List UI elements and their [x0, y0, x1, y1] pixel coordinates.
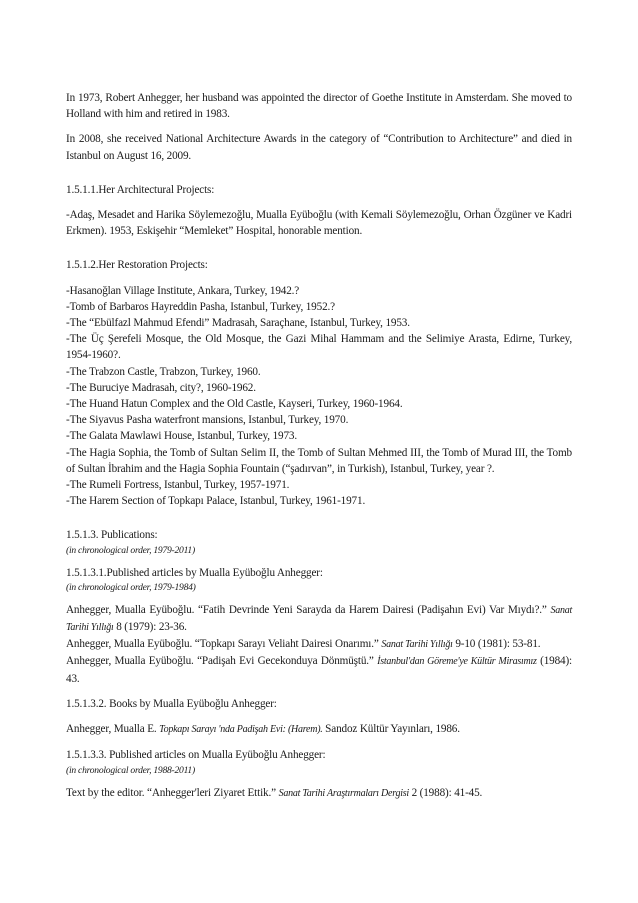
list-item: -The Rumeli Fortress, Istanbul, Turkey, 1957-1971.	[66, 479, 290, 492]
journal-title: Sanat Tarihi Yıllığı	[66, 604, 572, 634]
entry-citation: 2 (1988): 41-45.	[408, 786, 483, 799]
publications-heading: 1.5.1.3. Publications:	[66, 529, 158, 542]
book-entry	[66, 721, 572, 738]
books-by-heading: 1.5.1.3.2. Books by Mualla Eyüboğlu Anhegger:	[66, 697, 277, 710]
list-item: -The Hagia Sophia, the Tomb of Sultan Selim II, the Tomb of Sultan Mehmed III, the Tomb of Murad III, the Tomb of Sultan İbrahim and the Hagia Sophia Fountain (“şadırvan”, in Turkish), Istanbul, Turkey, year ?.	[66, 446, 572, 475]
list-item: -The Trabzon Castle, Trabzon, Turkey, 1960.	[66, 365, 261, 378]
entry-citation: 8 (1979): 23-36.	[113, 621, 187, 634]
list-item: -The “Ebülfazl Mahmud Efendi” Madrasah, Saraçhane, Istanbul, Turkey, 1953.	[66, 317, 410, 330]
article-entry	[66, 653, 572, 686]
book-title: Topkapı Sarayı 'nda Padişah Evi: (Harem).	[159, 724, 323, 736]
articles-by-heading: 1.5.1.3.1.Published articles by Mualla Eyüboğlu Anhegger:	[66, 566, 323, 579]
articles-on-heading: 1.5.1.3.3. Published articles on Mualla Eyüboğlu Anhegger:	[66, 749, 326, 762]
article-entry	[66, 785, 572, 802]
restoration-projects-heading: 1.5.1.2.Her Restoration Projects:	[66, 259, 208, 272]
journal-title: İstanbul'dan Göreme'ye Kültür Mirasımız	[377, 656, 537, 668]
list-item: -Tomb of Barbaros Hayreddin Pasha, Istanbul, Turkey, 1952.?	[66, 300, 335, 313]
list-item: -Hasanoğlan Village Institute, Ankara, Turkey, 1942.?	[66, 284, 300, 297]
entry-text: Anhegger, Mualla Eyüboğlu. “Topkapı Sarayı Veliaht Dairesi Onarımı.”	[66, 638, 382, 651]
articles-on-note: (in chronological order, 1988-2011)	[66, 764, 195, 776]
list-item: -The Huand Hatun Complex and the Old Castle, Kayseri, Turkey, 1960-1964.	[66, 398, 403, 411]
list-item: -The Üç Şerefeli Mosque, the Old Mosque, the Gazi Mihal Hammam and the Selimiye Arasta, Edirne, Turkey, 1954-1960?.	[66, 333, 572, 362]
entry-text: Anhegger, Mualla Eyüboğlu. “Fatih Devrinde Yeni Sarayda da Harem Dairesi (Padişahın Evi) Var Mıydı?.”	[66, 603, 551, 616]
articles-by-note: (in chronological order, 1979-1984)	[66, 581, 196, 593]
entry-text: Anhegger, Mualla E.	[66, 723, 160, 736]
architectural-projects-heading: 1.5.1.1.Her Architectural Projects:	[66, 183, 215, 196]
entry-text: Text by the editor. “Anhegger'leri Ziyaret Ettik.”	[66, 786, 279, 799]
list-item: -The Siyavus Pasha waterfront mansions, Istanbul, Turkey, 1970.	[66, 414, 349, 427]
document-page	[66, 90, 572, 802]
article-entry	[66, 602, 572, 636]
journal-title: Sanat Tarihi Yıllığı	[381, 639, 453, 651]
article-entry	[66, 636, 572, 653]
journal-title: Sanat Tarihi Araştırmaları Dergisi	[278, 787, 409, 799]
restoration-projects-list	[66, 283, 572, 510]
list-item: -The Buruciye Madrasah, city?, 1960-1962.	[66, 381, 256, 394]
entry-citation: 9-10 (1981): 53-81.	[452, 638, 541, 651]
intro-paragraph-2: In 2008, she received National Architecture Awards in the category of “Contribution to Architecture” and died in Istanbul on August 16, 2009.	[66, 133, 572, 162]
intro-paragraph-1: In 1973, Robert Anhegger, her husband was appointed the director of Goethe Institute in Amsterdam. She moved to Holland with him and retired in 1983.	[66, 92, 572, 121]
architectural-projects-text: -Adaş, Mesadet and Harika Söylemezoğlu, Mualla Eyüboğlu (with Kemali Söylemezoğlu, Orhan Özgüner ve Kadri Erkmen). 1953, Eskişehir “Memleket” Hospital, honorable mention.	[66, 209, 572, 238]
entry-citation: Sandoz Kültür Yayınları, 1986.	[322, 723, 460, 736]
entry-text: Anhegger, Mualla Eyüboğlu. “Padişah Evi Gecekonduya Dönmüştü.”	[66, 655, 378, 668]
entry-citation: (1984): 43.	[66, 655, 573, 685]
publications-note: (in chronological order, 1979-2011)	[66, 544, 195, 556]
list-item: -The Galata Mawlawi House, Istanbul, Turkey, 1973.	[66, 430, 298, 443]
list-item: -The Harem Section of Topkapı Palace, Istanbul, Turkey, 1961-1971.	[66, 495, 366, 508]
